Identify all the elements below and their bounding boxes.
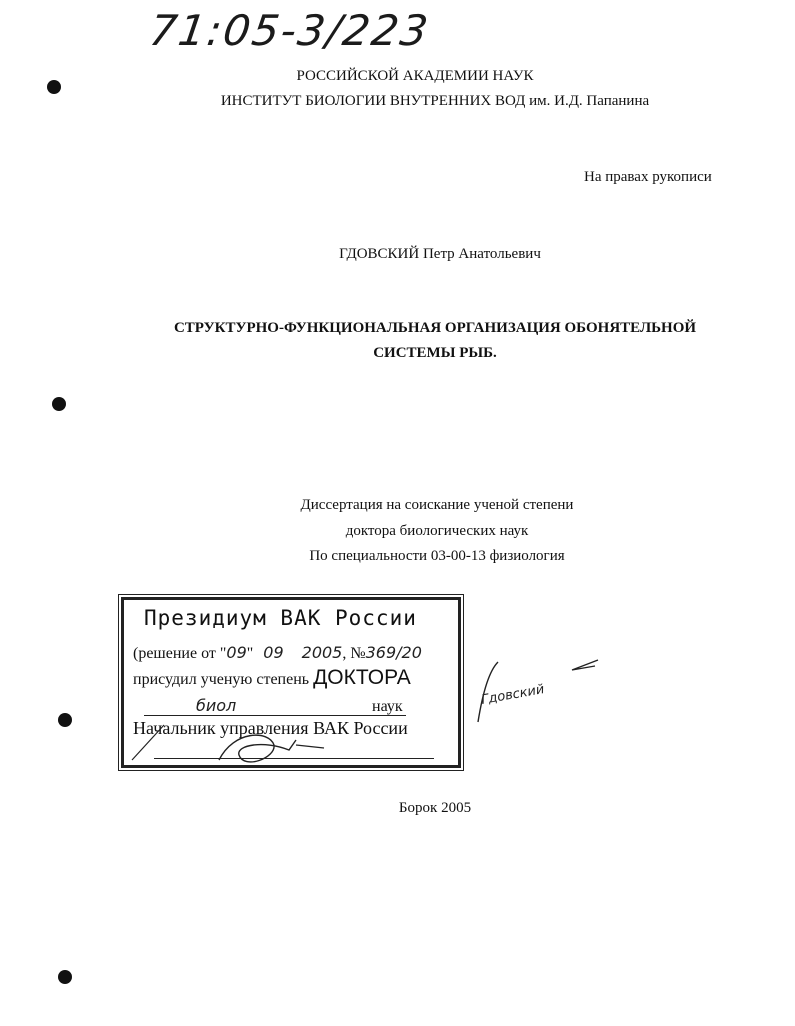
- stamp-awarded-prefix: присудил ученую степень: [133, 671, 310, 688]
- punch-hole-mark: [58, 970, 72, 984]
- academy-name: РОССИЙСКОЙ АКАДЕМИИ НАУК: [296, 68, 534, 84]
- dissertation-line2: доктора биологических наук: [345, 523, 529, 539]
- punch-hole-mark: [52, 397, 66, 411]
- stamp-month-sep: ": [246, 645, 254, 662]
- stamp-number: 369/20: [365, 643, 422, 662]
- punch-hole-mark: [47, 80, 61, 94]
- handwritten-archive-code: 71:05-3/223: [146, 6, 433, 55]
- author-signature: [460, 652, 610, 727]
- manuscript-rights: На правах рукописи: [584, 169, 712, 185]
- stamp-science-suffix: наук: [372, 698, 403, 715]
- stamp-signature-scribble: [124, 600, 464, 771]
- punch-hole-mark: [58, 713, 72, 727]
- author-signature-text: Гдовский: [480, 682, 546, 708]
- stamp-head: Начальник управления ВАК России: [133, 718, 408, 738]
- stamp-science-field: биол: [196, 696, 237, 715]
- stamp-decision-prefix: (решение от ": [133, 645, 227, 662]
- dissertation-line1: Диссертация на соискание ученой степени: [300, 497, 574, 513]
- stamp-day: 09: [226, 643, 247, 662]
- thesis-title-line2: СИСТЕМЫ РЫБ.: [373, 345, 497, 361]
- stamp-degree: ДОКТОРА: [313, 666, 411, 689]
- dissertation-line3: По специальности 03-00-13 физиология: [309, 548, 565, 564]
- thesis-title-line1: СТРУКТУРНО-ФУНКЦИОНАЛЬНАЯ ОРГАНИЗАЦИЯ ОБОНЯТЕЛЬНОЙ: [173, 320, 697, 336]
- place-year: Борок 2005: [398, 800, 472, 816]
- institute-name: ИНСТИТУТ БИОЛОГИИ ВНУТРЕННИХ ВОД им. И.Д. Папанина: [220, 93, 650, 109]
- vak-stamp: [121, 597, 461, 768]
- stamp-year: 2005: [301, 643, 343, 662]
- stamp-number-prefix: , №: [342, 645, 366, 662]
- author-name: ГДОВСКИЙ Петр Анатольевич: [339, 246, 541, 262]
- stamp-title: Президиум ВАК России: [144, 606, 417, 630]
- stamp-month: 09: [263, 643, 284, 662]
